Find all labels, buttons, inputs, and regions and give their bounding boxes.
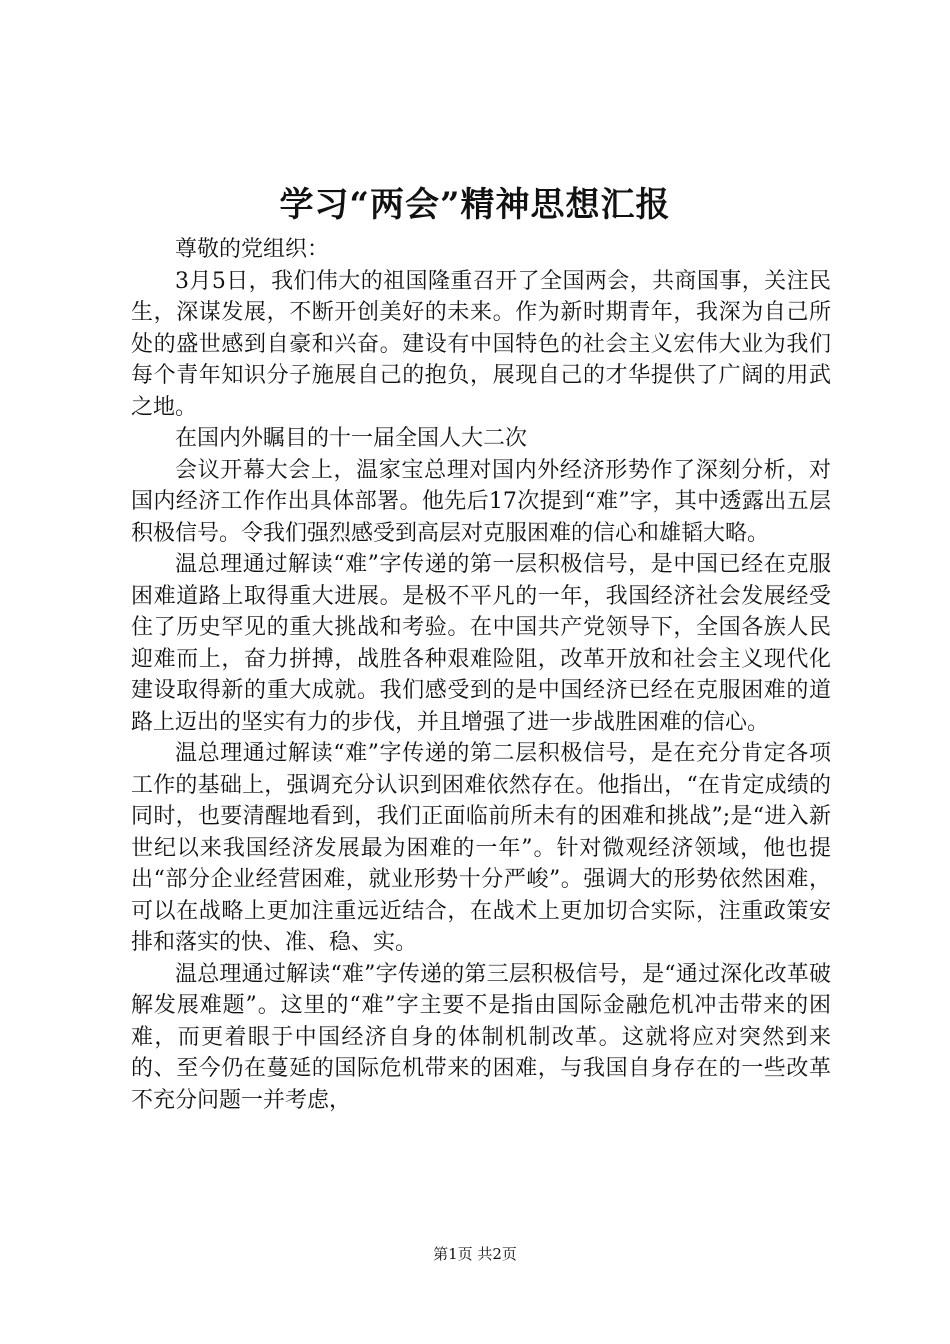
document-body <box>131 234 831 1116</box>
paragraph-6: 温总理通过解读“难”字传递的第三层积极信号，是“通过深化改革破解发展难题”。这里的“难”字主要不是指由国际金融危机冲击带来的困难，而更着眼于中国经济自身的体制机制改革。这就将应对突然到来的、至今仍在蔓延的国际危机带来的困难，与我国自身存在的一些改革不充分问题一并考虑， <box>131 961 831 1113</box>
salutation: 尊敬的党组织： <box>175 237 330 262</box>
document-title: 学习“两会”精神思想汇报 <box>279 185 671 225</box>
paragraph-4: 温总理通过解读“难”字传递的第一层积极信号，是中国已经在克服困难道路上取得重大进展。是极不平凡的一年，我国经济社会发展经受住了历史罕见的重大挑战和考验。在中国共产党领导下，全国各族人民迎难而上，奋力拼搏，战胜各种艰难险阻，改革开放和社会主义现代化建设取得新的重大成就。我们感受到的是中国经济已经在克服困难的道路上迈出的坚实有力的步伐，并且增强了进一步战胜困难的信心。 <box>131 552 831 735</box>
paragraph-5: 温总理通过解读“难”字传递的第二层积极信号，是在充分肯定各项工作的基础上，强调充分认识到困难依然存在。他指出，“在肯定成绩的同时，也要清醒地看到，我们正面临前所未有的困难和挑战”;是“进入新世纪以来我国经济发展最为困难的一年”。针对微观经济领域，他也提出“部分企业经营困难，就业形势十分严峻”。强调大的形势依然困难，可以在战略上更加注重远近结合，在战术上更加切合实际，注重政策安排和落实的快、准、稳、实。 <box>131 741 831 955</box>
paragraph-3: 会议开幕大会上，温家宝总理对国内外经济形势作了深刻分析，对国内经济工作作出具体部署。他先后17次提到“难”字，其中透露出五层积极信号。令我们强烈感受到高层对克服困难的信心和雄韬大略。 <box>131 457 831 546</box>
page-footer: 第1页 共2页 <box>433 1245 517 1263</box>
paragraph-1: 3月5日，我们伟大的祖国隆重召开了全国两会，共商国事，关注民生，深谋发展，不断开创美好的未来。作为新时期青年，我深为自己所处的盛世感到自豪和兴奋。建设有中国特色的社会主义宏伟大业为我们每个青年知识分子施展自己的抱负，展现自己的才华提供了广阔的用武之地。 <box>131 268 831 420</box>
paragraph-2: 在国内外瞩目的十一届全国人大二次 <box>175 426 528 451</box>
